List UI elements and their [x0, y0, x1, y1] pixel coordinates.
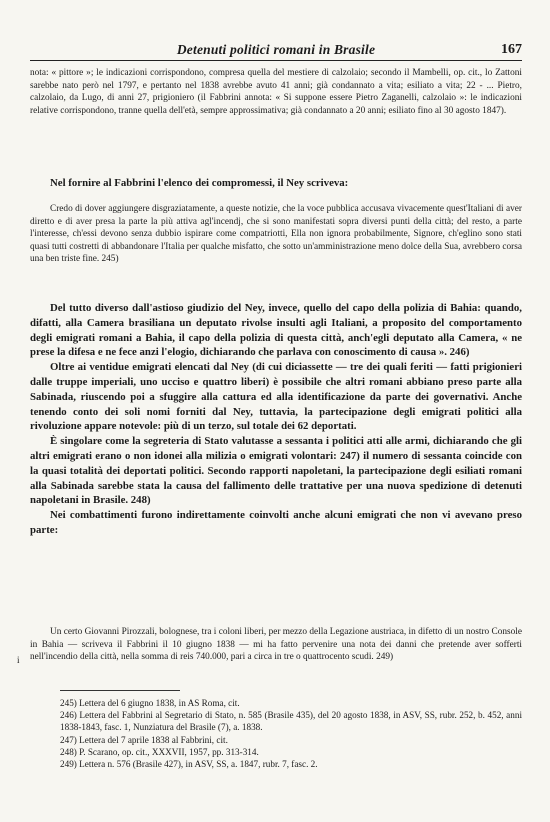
- body-text: [30, 301, 522, 538]
- margin-mark: i: [17, 655, 20, 665]
- paragraph: È singolare come la segreteria di Stato valutasse a sessanta i politici atti alle armi, dichiarando che gli altri emigrati erano o non idonei alla milizia o emigrati volontari: 247) il numero di sessanta coincide con la quasi totalità dei deportati politici. Secondo rapporti napoletani, la partecipazione degli esiliati romani alla Sabinada sarebbe stata la causa del fallimento delle trattative per una nuova spedizione di detenuti napoletani in Brasile. 248): [30, 435, 522, 507]
- quotation-ney: Credo di dover aggiungere disgraziatamente, a queste notizie, che la voce pubblica accusava vivacemente quest'Italiani di aver diretto e di aver presa la parte la più attiva agl'incendj, che si sono manifestati sopra diversi punti della città; del resto, a parte l'interesse, ch'essi devono senza dubbio ispirare come compatriotti, Ella non ignora probabilmente, Signore, ch'eglino sono stati quasi tutti costretti di abbandonare l'Italia per qualche misfatto, che sotto un'amministrazione meno dolce della Sua, avrebbero corsa una ben triste fine. 245): [30, 204, 522, 265]
- footnote: 249) Lettera n. 576 (Brasile 427), in ASV, SS, a. 1847, rubr. 7, fasc. 2.: [60, 759, 318, 770]
- footnotes: [30, 690, 522, 770]
- footnote-rule: [60, 690, 180, 691]
- running-header: [30, 38, 522, 60]
- footnote: 248) P. Scarano, op. cit., XXXVII, 1957, pp. 313-314.: [60, 746, 259, 757]
- paragraph: Nei combattimenti furono indirettamente coinvolti anche alcuni emigrati che non vi avevano preso parte:: [30, 509, 522, 536]
- intro-sentence: Nel fornire al Fabbrini l'elenco dei compromessi, il Ney scriveva:: [50, 177, 349, 189]
- footnote: 247) Lettera del 7 aprile 1838 al Fabbrini, cit.: [60, 734, 228, 745]
- page-number: 167: [501, 42, 522, 57]
- paragraph: Oltre ai ventidue emigrati elencati dal Ney (di cui diciassette — tre dei quali feriti — fatti prigionieri dalle truppe imperiali, uno ucciso e quattro liberi) è possibile che altri romani abbiano preso parte alla Sabinada, riuscendo poi a sfuggire alla cattura ed alla identificazione da parte dei governativi. Anche tenendo conto dei soli nomi forniti dal Ney, tuttavia, la partecipazione degli emigrati politici alla rivoluzione appare notevole: più di un terzo, sul totale dei 62 deportati.: [30, 361, 522, 433]
- footnote: 245) Lettera del 6 giugno 1838, in AS Roma, cit.: [60, 698, 240, 708]
- continued-note: nota: « pittore »; le indicazioni corrispondono, compresa quella del mestiere di calzolaio; secondo il Mambelli, op. cit., lo Zattoni sarebbe nato però nel 1797, e pertanto nel 1838 avrebbe avuto 41 anni; già condannato a vita; esiliato a vita; 22 - ... Pietro, calzolaio, da Lugo, di anni 27, prigioniero (il Fabbrini annota: « Si suppone essere Pietro Zaganelli, calzolaio »: le indicazioni relative corrispondono, tranne quella dell'età, sempre approssimativa; già condannato a 20 anni; esiliato fino al 30 agosto 1847).: [30, 68, 522, 116]
- header-rule: [30, 60, 522, 61]
- paragraph: Del tutto diverso dall'astioso giudizio del Ney, invece, quello del capo della polizia di Bahia: quando, difatti, alla Camera brasiliana un deputato rivolse insulti agli Italiani, a proposito del comportamento degli emigrati romani a Bahia, il capo della polizia di questa città, anch'egli deputato alla Camera, « ne prese la difesa e ne fece anzi l'elogio, dichiarando che parlava con conoscimento di causa ». 246): [30, 302, 522, 359]
- running-title: Detenuti politici romani in Brasile: [176, 42, 376, 57]
- quotation-fabbrini: Un certo Giovanni Pirozzali, bolognese, tra i coloni liberi, per mezzo della Legazione austriaca, in difetto di un nostro Console in Bahia — scriveva il Fabbrini il 10 giugno 1838 — mi ha fatto pervenire una nota dei danni che pretende aver sofferti nell'incendio della città, nella somma di reis 740.000, pari a circa in tre o quattrocento scudi. 249): [30, 627, 522, 663]
- footnote: 246) Lettera del Fabbrini al Segretario di Stato, n. 585 (Brasile 435), del 20 agosto 1838, in ASV, SS, rubr. 252, b. 452, anni 1838-1843, fasc. 1, Nunziatura del Brasile (7), a. 1838.: [60, 710, 522, 733]
